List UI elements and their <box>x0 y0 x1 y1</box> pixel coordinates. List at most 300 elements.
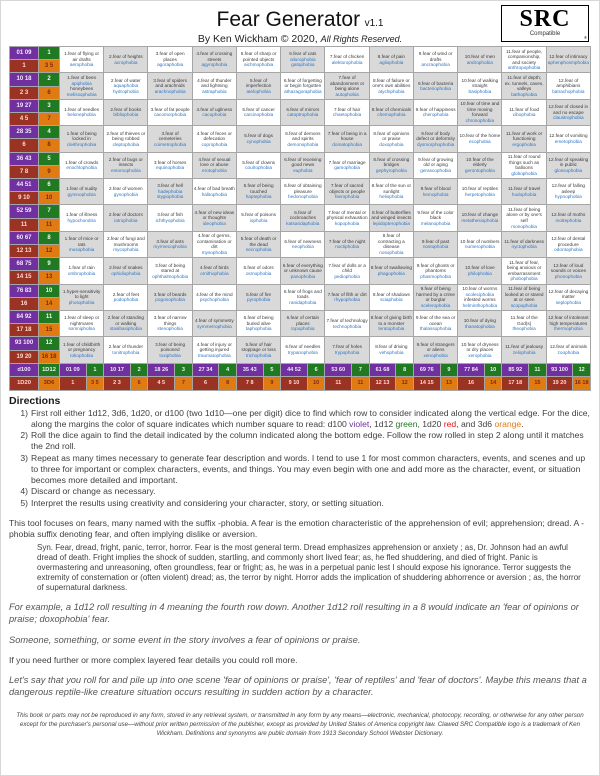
phobia-name: cleithrophobia <box>67 141 97 147</box>
fear-cell-r8-c4 <box>193 232 236 257</box>
bottom-d100-col11: 85 92 <box>502 364 528 377</box>
fear-text: 2.fear of standing or walking <box>107 315 144 326</box>
phobia-name: gephyrophobia <box>375 168 407 174</box>
phobia-name: scelerophobia <box>421 302 451 308</box>
fear-cell-r4-c4 <box>193 126 236 151</box>
row-edge-d12-3d6-9 <box>39 258 59 283</box>
bottom-d20-col6: 9 10 <box>281 377 307 390</box>
fear-cell-r11-c11 <box>502 311 545 336</box>
row-edge-d12-3d6-8 <box>39 232 59 257</box>
fear-text: 11.fear of being looked at or stared at or seen <box>504 286 544 303</box>
phobia-name: gerascophobia <box>420 168 451 174</box>
fear-text: 11.fear of fear, being anxious or embarrassment <box>506 259 542 276</box>
fear-text: 12.fear of vomiting <box>549 133 588 139</box>
phobia-name: hedonophobia <box>288 194 318 200</box>
phobia-name: emetophobia <box>554 138 582 144</box>
phobia-name: carcinophobia <box>244 112 274 118</box>
fear-cell-r3-c11 <box>502 100 545 125</box>
phobia-name: iatrophobia <box>114 218 138 224</box>
bottom-d100-col9: 69 76 <box>414 364 440 377</box>
phobia-name: catoptrophobia <box>287 112 319 118</box>
phobia-name: philophobia <box>467 270 492 276</box>
fear-text: 5.fear of dogs <box>244 133 273 139</box>
bottom-d20-col1: 1 <box>60 377 86 390</box>
phobia-name: tonitrophobia <box>112 349 140 355</box>
phobia-name: bathophobia <box>511 91 538 97</box>
directions-heading: Directions <box>9 394 61 407</box>
phobia-name: hydrophobia <box>112 88 139 94</box>
phobia-name: nostophobia <box>422 244 449 250</box>
fear-cell-r7-c12 <box>547 205 590 230</box>
fear-cell-r5-c5 <box>237 153 280 178</box>
fear-text: 3.fear of ants <box>156 238 184 244</box>
bottom-d100-col8: 61 68 <box>370 364 396 377</box>
fear-cell-r9-c6 <box>281 258 324 283</box>
fear-cell-r5-c11 <box>502 153 545 178</box>
phobia-name: myrmecophobia <box>153 244 187 250</box>
fear-text: 2.fear of heights <box>109 54 143 60</box>
fear-cell-r5-c2 <box>104 153 147 178</box>
row-edge-d12-3d6-2-top: 2 <box>39 73 59 86</box>
fear-text: 5.fear of hair stoppage or loss <box>241 341 276 353</box>
fear-text: 11.fear of food <box>509 106 540 112</box>
bottom-d100-col1: 01 09 <box>60 364 86 377</box>
fear-text: 9.fear of being harmed by a crime or burglar <box>416 286 456 303</box>
fear-text: 11.fear of darkness <box>504 238 544 244</box>
fear-text: 6.fear of forgetting or begin forgotten <box>283 77 322 89</box>
fear-cell-r5-c8 <box>370 153 413 178</box>
phobia-name: panophobia <box>290 273 316 279</box>
fear-text: honeybees <box>70 86 94 92</box>
fear-text: 1.fear of crowds <box>64 159 99 165</box>
fear-cell-r3-c5 <box>237 100 280 125</box>
fear-text: 6.fear of frogs and toads <box>283 288 322 300</box>
phobia-name: pogonophobia <box>155 297 185 303</box>
fear-text: 7.fear of technology <box>326 318 368 324</box>
phobia-name: ergophobia <box>512 141 536 147</box>
fear-text: 1.fear of being locked in <box>66 130 97 142</box>
phobia-name: ophidiophobia <box>111 270 141 276</box>
fear-cell-r3-c1 <box>60 100 103 125</box>
phobia-name: athazagoraphobia <box>284 88 322 94</box>
phobia-name: androphobia <box>466 59 493 65</box>
row-edge-d100-d20-8 <box>10 232 38 257</box>
bottom-d12-col10: 10 <box>485 364 502 377</box>
fear-cell-r1-c3 <box>148 47 191 72</box>
fear-cell-r12-c11 <box>502 337 545 362</box>
phobia-name: photophobia <box>68 299 95 305</box>
phobia-name: aerophobia <box>69 62 94 68</box>
phobia-name: autophobia <box>335 91 359 97</box>
phobia-name: seplophobia <box>555 299 581 305</box>
fear-cell-r12-c12 <box>547 337 590 362</box>
fear-cell-r12-c5 <box>237 337 280 362</box>
fear-text: 5.fear of imperfection <box>245 77 272 89</box>
direction-number: 2) <box>20 430 28 441</box>
fear-text: 4.fear of birds <box>200 265 229 271</box>
direction-number: 3) <box>20 453 28 463</box>
fear-cell-r12-c1 <box>60 337 103 362</box>
direction-item-5 <box>17 498 591 509</box>
row-edge-d12-3d6-12 <box>39 337 59 362</box>
bottom-d20-col11: 17 18 <box>502 377 528 390</box>
fear-text: 8.fear of driving <box>375 344 408 350</box>
row-edge-d100-d20-2-bottom: 2 3 <box>10 87 38 99</box>
color-word-violet: violet <box>349 418 370 429</box>
fear-text: 8.fear of crossing bridges <box>373 156 410 168</box>
phobia-name: demonophobia <box>287 141 319 147</box>
bottom-d12-col9: 9 <box>441 364 458 377</box>
row-edge-d100-d20-6-top: 44 51 <box>10 179 38 192</box>
bottom-d100-col7: 53 60 <box>325 364 351 377</box>
bottom-d20-col5: 7 8 <box>237 377 263 390</box>
row-edge-d12-3d6-7 <box>39 205 59 230</box>
fear-cell-r3-c2 <box>104 100 147 125</box>
phobia-name: gamophobia <box>334 165 361 171</box>
fear-cell-r2-c12 <box>547 73 590 98</box>
row-edge-d100-d20-8-bottom: 12 13 <box>10 245 38 257</box>
fear-cell-r4-c1 <box>60 126 103 151</box>
direction-text: Repeat as many times necessary to generate fear description and words. I tend to use 1 for most common characters, events, and scenes and up to three for important or complex characters, events, and things. You may even begin with one and add more as the character, event, or situation becomes more detailed and important. <box>31 453 586 485</box>
fear-cell-r7-c1 <box>60 205 103 230</box>
fear-cell-r10-c5 <box>237 285 280 310</box>
fear-cell-r6-c9 <box>414 179 457 204</box>
phobia-name: somniphobia <box>68 326 95 332</box>
fear-text: 8.fear of shadows <box>372 291 410 297</box>
fear-cell-r10-c10 <box>458 285 501 310</box>
direction-text-segment: , 1d20 <box>417 418 444 429</box>
fear-cell-r6-c2 <box>104 179 147 204</box>
direction-text: Interpret the results using creativity and considering your character, story, or setting situation. <box>31 498 384 509</box>
version-label: v1.1 <box>364 18 384 29</box>
phobia-name: ranidaphobia <box>289 299 317 305</box>
fear-text: 3.fear of horses <box>153 159 187 165</box>
bottom-d12-col11: 11 <box>529 364 546 377</box>
fear-cell-r5-c7 <box>325 153 368 178</box>
fear-cell-r2-c2 <box>104 73 147 98</box>
fear-text: 7.fear of dolls or a child <box>328 262 366 274</box>
direction-item-4 <box>17 486 591 497</box>
phobia-name: scoleciphobia <box>465 291 495 297</box>
fear-cell-r8-c6 <box>281 232 324 257</box>
phobia-name: pediophobia <box>334 273 360 279</box>
fear-cell-r8-c8 <box>370 232 413 257</box>
generator-grid <box>10 47 590 390</box>
phobia-name: coimetrophobia <box>154 141 187 147</box>
fear-cell-r3-c12 <box>547 100 590 125</box>
phobia-name: coprophobia <box>201 141 228 147</box>
fear-text: 11.fear of people, companionship, and society <box>506 48 543 65</box>
fear-text: 6.fear of newness <box>284 238 322 244</box>
bottom-label-1d12: 1D12 <box>39 364 59 377</box>
fear-cell-r4-c3 <box>148 126 191 151</box>
bottom-d12-col1: 1 <box>87 364 104 377</box>
fear-text: 4.fear of new ideas or thoughts <box>194 209 235 221</box>
bottom-3d6-col2: 6 <box>131 377 148 390</box>
fear-text: 12.fear of speaking in public <box>548 156 589 168</box>
fear-cell-r6-c4 <box>193 179 236 204</box>
row-edge-d100-d20-9-top: 68 75 <box>10 258 38 271</box>
fear-text: 2.fear of water <box>110 77 141 83</box>
fear-cell-r6-c11 <box>502 179 545 204</box>
color-word-green: green <box>395 418 418 429</box>
legal-footer: This book or parts may not be reproduced in any form, stored in any retrieval system, or transmitted in any form by any means—electronic, mechanical, photocopy, recording, or otherwise for any other person except for the purchaser's personal use—without prior written permission of the publisher, except as provided by United States of America copyright law. Clawed SRC Compatible logo is a trademark of Ken Wickham. Definitions and synonyms are public domain from 1913 Secondary School Webster Dictionary. <box>16 711 584 738</box>
phobia-name: enochlophobia <box>66 165 97 171</box>
row-edge-d100-d20-11 <box>10 311 38 336</box>
fear-cell-r6-c5 <box>237 179 280 204</box>
fear-text: 4.fear of the mind <box>196 291 233 297</box>
phobia-name: odontophobia <box>554 247 583 253</box>
direction-number: 1) <box>20 407 28 418</box>
fear-text: 1.fear of nudity <box>66 186 98 192</box>
phobia-name: monophobia <box>511 223 538 229</box>
fear-text: 10.fear of worms <box>462 286 498 292</box>
fear-cell-r3-c10 <box>458 100 501 125</box>
fear-cell-r1-c11 <box>502 47 545 72</box>
row-edge-d100-d20-7 <box>10 205 38 230</box>
fear-text: infested worms <box>464 297 496 303</box>
phobia-name: ailurophobia <box>290 56 316 62</box>
bottom-3d6-col11: 15 <box>529 377 546 390</box>
phobia-name: dysmorphophobia <box>416 141 455 147</box>
fear-cell-r11-c10 <box>458 311 501 336</box>
fear-cell-r7-c5 <box>237 205 280 230</box>
fear-cell-r10-c11 <box>502 285 545 310</box>
phobia-name: gerontophobia <box>464 168 495 174</box>
fear-cell-r8-c10 <box>458 232 501 257</box>
direction-number: 4) <box>20 486 28 497</box>
fear-text: 2.fear of women <box>109 186 143 192</box>
fear-text: 7.fear of sacred objects or people <box>329 183 365 194</box>
row-edge-d100-d20-5 <box>10 153 38 178</box>
direction-text-segment: . <box>521 418 524 429</box>
fear-cell-r2-c10 <box>458 73 501 98</box>
row-edge-d100-d20-12-bottom: 19 20 <box>10 351 38 363</box>
phobia-name: katsaridaphobia <box>286 220 320 226</box>
phobia-name: globophobia <box>511 170 537 176</box>
phobia-name: batrachophobia <box>552 88 585 94</box>
phobia-name: hypnophobia <box>554 194 582 200</box>
row-edge-d100-d20-11-top: 84 92 <box>10 311 38 324</box>
row-edge-d100-d20-5-bottom: 7 8 <box>10 166 38 178</box>
row-edge-d100-d20-1 <box>10 47 38 72</box>
fear-text: 9.fear of ghosts or phantoms <box>416 262 455 274</box>
phobia-name: mysophobia <box>201 249 227 255</box>
fear-cell-r9-c2 <box>104 258 147 283</box>
fear-cell-r1-c7 <box>325 47 368 72</box>
fear-text: 12.fear of animals <box>549 344 587 350</box>
row-edge-d12-3d6-8-bottom: 12 <box>39 245 59 257</box>
phobia-name: glossophobia <box>554 168 583 174</box>
fear-cell-r11-c4 <box>193 311 236 336</box>
fear-cell-r6-c8 <box>370 179 413 204</box>
fear-text: 11.fear of being alone or by one's self <box>506 206 542 224</box>
fear-text: 4.fear of germs, contamination or dirt <box>197 233 232 250</box>
phobia-name: coulrophobia <box>245 165 273 171</box>
fear-text: 9.fear of the sea or ocean <box>415 315 456 326</box>
phobia-name: thalassophobia <box>419 326 452 332</box>
src-compatible-logo <box>501 5 589 42</box>
phobia-name: metathesiophobia <box>461 218 499 224</box>
fear-text: 12.fear of intolerant high temperatures <box>548 315 589 326</box>
fear-cell-r5-c12 <box>547 153 590 178</box>
fear-cell-r3-c6 <box>281 100 324 125</box>
row-edge-d100-d20-9-bottom: 14 15 <box>10 271 38 283</box>
directions-list <box>9 408 591 509</box>
fear-text: 3.fear of spiders and arachnids <box>153 77 187 89</box>
fear-text: 1.fear of illness <box>65 212 98 218</box>
direction-text-segment: First roll either 1d12, 3d6, 1d20, or d100 (two 1d10—one per digit) dice to find which row to consider indicated along the vertical edge. For the dice, along the margins the color of square indicates which number square to read: d100 <box>31 407 590 429</box>
bottom-3d6-col7: 11 <box>352 377 369 390</box>
bottom-3d6-col1: 3 5 <box>87 377 104 390</box>
phobia-name: thermophobia <box>554 326 583 332</box>
bottom-d12-col3: 3 <box>175 364 192 377</box>
phobia-name: aphenphosmphobia <box>547 59 589 65</box>
phobia-name: hypochondria <box>67 218 96 224</box>
fear-text: 12.fear of intimacy <box>549 54 588 60</box>
bottom-label-1d20: 1D20 <box>10 377 38 390</box>
fear-text: 3.fear of cemeteries <box>158 130 182 142</box>
fear-text: 6.fear of everything or unknown cause <box>282 262 323 274</box>
phobia-name: anthropophobia <box>507 65 541 71</box>
fear-text: 5.fear of clowns <box>242 159 276 165</box>
phobia-name: phasmophobia <box>420 273 451 279</box>
fear-text: 2.fear of feet <box>112 291 140 297</box>
fear-cell-r12-c8 <box>370 337 413 362</box>
row-edge-d100-d20-11-bottom: 17 18 <box>10 324 38 336</box>
fear-cell-r5-c9 <box>414 153 457 178</box>
fear-cell-r4-c2 <box>104 126 147 151</box>
fear-text: 5.fear of being touched <box>243 183 274 194</box>
bottom-d12-col4: 4 <box>219 364 236 377</box>
phobia-name: teratophobia <box>378 326 405 332</box>
fear-text: 2.fear of doctors <box>108 212 143 218</box>
bottom-3d6-col3: 7 <box>175 377 192 390</box>
color-word-orange: orange <box>494 418 522 429</box>
fear-cell-r11-c5 <box>237 311 280 336</box>
fear-text: 1.hyper-sensitivity to light <box>62 288 101 300</box>
row-edge-d12-3d6-4 <box>39 126 59 151</box>
fear-cell-r5-c3 <box>148 153 191 178</box>
fear-cell-r1-c9 <box>414 47 457 72</box>
fear-cell-r12-c9 <box>414 337 457 362</box>
fear-cell-r4-c6 <box>281 126 324 151</box>
fear-cell-r6-c3 <box>148 179 191 204</box>
fear-text: 11.fear of depth; ex. tunnels, caves, valleys <box>504 74 544 92</box>
phobia-name: ancraophobia <box>421 62 450 68</box>
fear-cell-r11-c8 <box>370 311 413 336</box>
fear-text: 10.fear of the home <box>459 133 501 139</box>
fear-cell-r7-c2 <box>104 205 147 230</box>
fear-cell-r6-c7 <box>325 179 368 204</box>
phobia-name: hemophobia <box>422 191 449 197</box>
fear-cell-r11-c7 <box>325 311 368 336</box>
phobia-name: pyrophobia <box>247 297 271 303</box>
phobia-name: ornithophobia <box>200 270 229 276</box>
fear-text: 7.fear of hair <box>333 106 361 112</box>
fear-cell-r4-c10 <box>458 126 501 151</box>
phobia-name: cibophobia <box>512 112 536 118</box>
fear-text: 11.fear of round things such as balloons <box>507 154 541 171</box>
row-edge-d100-d20-2-top: 10 18 <box>10 73 38 86</box>
fear-text: 7.fear of filth or dirt <box>327 291 367 297</box>
fear-cell-r12-c2 <box>104 337 147 362</box>
fear-text: 12.fear of dental procedure <box>551 236 586 247</box>
bottom-d100-col6: 44 52 <box>281 364 307 377</box>
fear-text: 4.fear of feces or defecation <box>196 130 232 142</box>
phobia-name: stygiophobia <box>156 194 184 200</box>
phobia-name: agyrophobia <box>201 62 228 68</box>
fear-text: 7.fear of mental or physical exhaustion <box>326 209 368 221</box>
phobia-name: haptephobia <box>245 194 272 200</box>
row-edge-d12-3d6-10-bottom: 14 <box>39 298 59 310</box>
phobia-name: bibliophobia <box>113 112 139 118</box>
phobia-name: chemophobia <box>377 112 406 118</box>
phobia-name: hodophobia <box>511 191 537 197</box>
fear-cell-r9-c12 <box>547 258 590 283</box>
paragraph-3: For example, a 1d12 roll resulting in 4 meaning the fourth row down. Another 1d12 roll resulting in a 8 would indicate an 'fear of opinions or praise; doxophobia' fear. <box>9 602 579 624</box>
phobia-name: hadephobia <box>157 188 183 194</box>
fear-text: 3.fear of narrow things <box>153 315 187 326</box>
fear-text: 3.fear of being stared at <box>155 262 186 274</box>
phobia-name: chronophobia <box>465 118 495 124</box>
fear-cell-r4-c7 <box>325 126 368 151</box>
fear-text: 9.fear of growing old or aging <box>418 156 454 168</box>
direction-item-1 <box>17 408 591 430</box>
row-edge-d12-3d6-11 <box>39 311 59 336</box>
fear-text: 1.fear of needles <box>64 106 100 112</box>
row-edge-d12-3d6-12-top: 12 <box>39 337 59 350</box>
row-edge-d12-3d6-11-bottom: 15 <box>39 324 59 336</box>
bottom-d12-col12: 12 <box>573 364 590 377</box>
fear-cell-r9-c11 <box>502 258 545 283</box>
row-edge-d100-d20-8-top: 60 67 <box>10 232 38 245</box>
fear-cell-r10-c12 <box>547 285 590 310</box>
fear-cell-r9-c1 <box>60 258 103 283</box>
row-edge-d12-3d6-7-top: 7 <box>39 205 59 218</box>
bottom-3d6-col6: 10 <box>308 377 325 390</box>
bottom-d20-col3: 4 5 <box>148 377 174 390</box>
phobia-name: melissophobia <box>66 91 97 97</box>
phobia-name: traumatophobia <box>198 352 231 358</box>
phobia-name: necrophobia <box>245 247 272 253</box>
phobia-name: basiphobia <box>468 88 492 94</box>
row-edge-d12-3d6-7-bottom: 11 <box>39 219 59 231</box>
fear-text: 10.fear of change <box>461 212 499 218</box>
fear-cell-r12-c7 <box>325 337 368 362</box>
direction-text-segment: , 1d12 <box>369 418 396 429</box>
fear-text: 8.fear of butterflies and winged insects <box>371 209 412 221</box>
fear-text: 10.fear of reptiles <box>461 186 498 192</box>
fear-cell-r10-c7 <box>325 285 368 310</box>
fear-cell-r9-c7 <box>325 258 368 283</box>
phobia-name: trichophobia <box>245 352 272 358</box>
bottom-d100-col2: 10 17 <box>104 364 130 377</box>
fear-cell-r8-c12 <box>547 232 590 257</box>
phobia-name: rhypophobia <box>334 297 361 303</box>
row-edge-d12-3d6-1 <box>39 47 59 72</box>
row-edge-d12-3d6-10 <box>39 285 59 310</box>
phobia-name: phagophobia <box>377 270 405 276</box>
phobia-name: symmetrophobia <box>197 323 232 329</box>
phobia-name: melanophobia <box>420 220 451 226</box>
fear-text: 8.fear of contracting a disease <box>377 233 405 250</box>
bottom-d20-col2: 2 3 <box>104 377 130 390</box>
bottom-d100-col4: 27 34 <box>193 364 219 377</box>
bottom-d20-col10: 16 <box>458 377 484 390</box>
phobia-name: cacophobia <box>202 112 227 118</box>
fear-text: 10.fear of men <box>464 54 495 60</box>
